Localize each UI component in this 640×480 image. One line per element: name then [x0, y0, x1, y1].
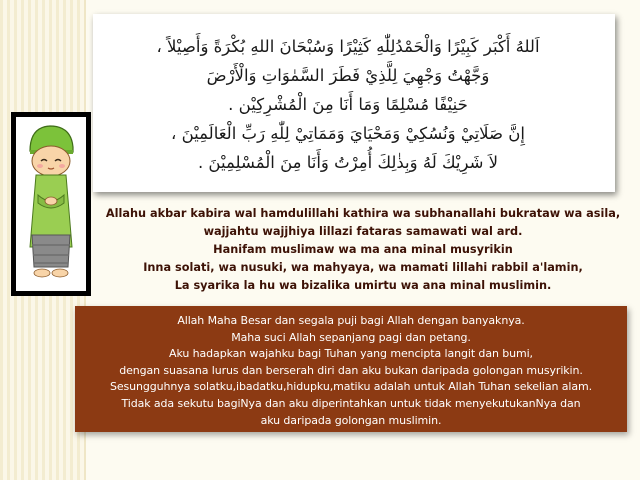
cheek-right — [59, 164, 65, 168]
meaning-line: Sesungguhnya solatku,ibadatku,hidupku,matiku adalah untuk Allah Tuhan sekelian alam. — [109, 380, 592, 394]
meaning-line: dengan suasana lurus dan berserah diri dan aku bukan daripada golongan musyrikin. — [119, 363, 583, 377]
praying-boy-icon — [16, 117, 86, 291]
transliteration-block — [93, 205, 633, 295]
praying-boy-illustration — [16, 117, 86, 291]
transliteration-line: Inna solati, wa nusuki, wa mahyaya, wa mamati lillahi rabbil a'lamin, — [143, 261, 583, 274]
meaning-line: Aku hadapkan wajahku bagi Tuhan yang mencipta langit dan bumi, — [169, 347, 533, 361]
praying-boy-frame — [11, 112, 91, 296]
transliteration-line: Hanifam muslimaw wa ma ana minal musyrikin — [213, 243, 513, 256]
arabic-line: اَللهُ أَكْبَر كَبِيْرًا وَالْحَمْدُلِلّٰهِ كَثِيْرًا وَسُبْحَانَ اللهِ بُكْرَةً وَأَصِيْلاً ، — [156, 37, 540, 56]
hands — [45, 197, 57, 205]
meaning-line: Tidak ada sekutu bagiNya dan aku diperintahkan untuk tidak menyekutukanNya dan — [121, 396, 581, 410]
transliteration-line: La syarika la hu wa bizalika umirtu wa ana minal muslimin. — [174, 279, 552, 292]
arabic-line: حَنِيْفًا مُسْلِمًا وَمَا أَنَا مِنَ الْمُشْرِكِيْن . — [228, 95, 468, 114]
cheek-left — [37, 164, 43, 168]
arabic-text-panel — [93, 14, 615, 192]
transliteration-line: Allahu akbar kabira wal hamdulillahi kathira wa subhanallahi bukrataw wa asila, — [105, 207, 621, 220]
foot-right — [52, 269, 68, 277]
meaning-line: Allah Maha Besar dan segala puji bagi Allah dengan banyaknya. — [177, 314, 525, 327]
transliteration-line: wajjahtu wajjhiya lillazi fataras samawati wal ard. — [203, 225, 523, 238]
meaning-line: Maha suci Allah sepanjang pagi dan petang. — [231, 330, 471, 344]
meaning-panel — [75, 306, 627, 432]
meaning-line: aku daripada golongan muslimin. — [260, 413, 442, 427]
foot-left — [34, 269, 50, 277]
arabic-line: وَجَّهْتُ وَجْهِيَ لِلَّذِيْ فَطَرَ السَّمٰوَاتِ وَالْأَرْضَ — [206, 66, 490, 85]
arabic-line: إِنَّ صَلَاتِيْ وَنُسُكِيْ وَمَحْيَايَ وَمَمَاتِيْ لِلّٰهِ رَبِّ الْعَالَمِيْنَ ، — [171, 124, 525, 143]
face-shape — [32, 146, 70, 176]
arabic-line: لاَ شَرِيْكَ لَهُ وَبِذٰلِكَ أُمِرْتُ وَأَنَا مِنَ الْمُسْلِمِيْنَ . — [197, 153, 499, 172]
sarong-shape — [32, 235, 70, 267]
